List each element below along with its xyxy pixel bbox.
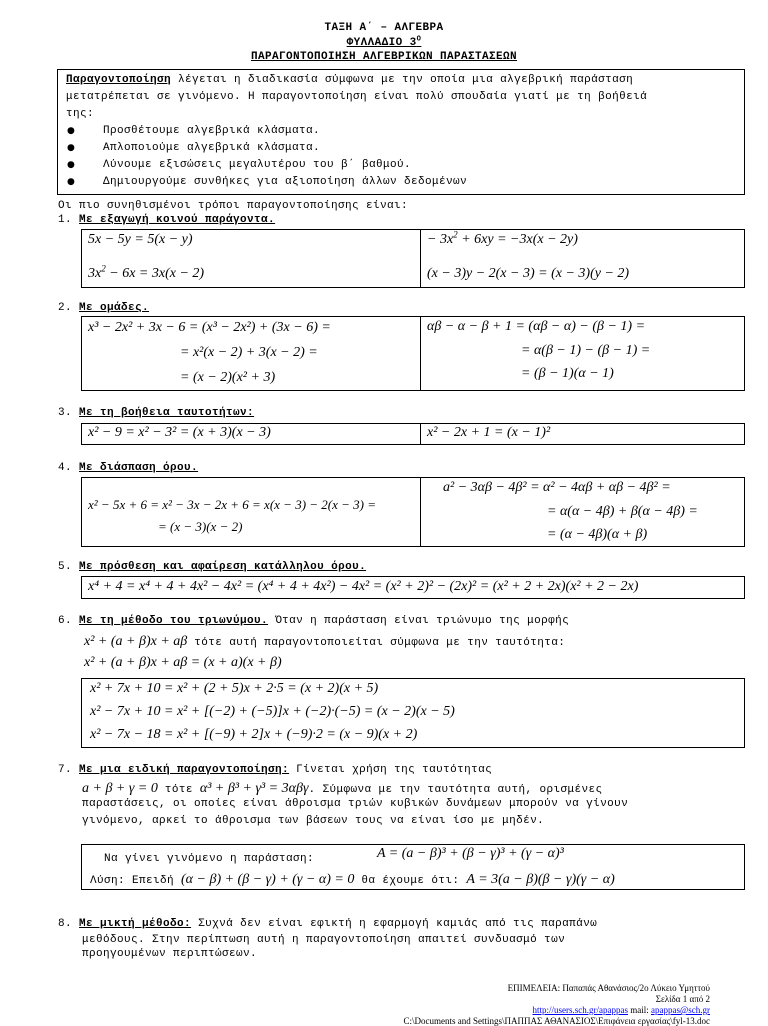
s2-expr-1: x³ − 2x² + 3x − 6 = (x³ − 2x²) + (3x − 6) =	[88, 320, 331, 335]
s3-expr-2: x² − 2x + 1 = (x − 1)²	[427, 425, 551, 440]
footer-file-path: C:\Documents and Settings\ΠΑΠΠΑΣ ΑΘΑΝΑΣΙΟΣ\Επιφάνεια εργασίας\fyl-13.doc	[403, 1016, 710, 1026]
section-2-title: Με ομάδες.	[79, 302, 150, 314]
section-6-number: 6.	[58, 615, 73, 627]
s4-expr-1: x² − 5x + 6 = x² − 3x − 2x + 6 = x(x − 3) − 2(x − 3) =	[88, 497, 377, 512]
doc-main-title: ΠΑΡΑΓΟΝΤΟΠΟΙΗΣΗ ΑΛΓΕΒΡΙΚΩΝ ΠΑΡΑΣΤΑΣΕΩΝ	[250, 51, 518, 63]
definition-bullet-3: Λύνουμε εξισώσεις μεγαλυτέρου του β΄ βαθμού.	[103, 159, 412, 171]
s7-question-text: Να γίνει γινόμενο η παράσταση:	[104, 853, 315, 865]
definition-bullet-1: Προσθέτουμε αλγεβρικά κλάσματα.	[103, 125, 321, 137]
section-2-box	[81, 316, 745, 391]
s1-expr-2: $3x^2 - 6x = 3x(x - 2)$	[88, 263, 205, 281]
section-5-heading	[58, 561, 366, 573]
section-4-box	[81, 477, 745, 547]
section-1-heading	[58, 214, 275, 226]
section-8-title: Με μικτή μέθοδο:	[79, 918, 192, 930]
sheet-number-text: ΦΥΛΛΑΔΙΟ 3	[346, 37, 417, 49]
sheet-number-sup: Ο	[416, 35, 422, 44]
section-3-number: 3.	[58, 407, 73, 419]
s7-cond-expr: a + β + γ = 0	[82, 781, 158, 796]
bullet-icon: ●	[67, 143, 76, 153]
bullet-icon: ●	[67, 160, 76, 170]
s2-expr-3: = (x − 2)(x² + 3)	[180, 370, 276, 385]
s2-expr-4: αβ − α − β + 1 = (αβ − α) − (β − 1) =	[427, 319, 646, 334]
section-4-number: 4.	[58, 462, 73, 474]
footer-links	[532, 1005, 710, 1015]
section-2-left-cell	[82, 317, 420, 390]
footer-mail-link[interactable]: apappas@sch.gr	[650, 1005, 710, 1015]
section-8-line-2: μεθόδους. Στην περίπτωση αυτή η παραγοντοποίηση απαιτεί συνδυασμό των	[82, 934, 566, 946]
s1-expr-2b: − 6x = 3x(x − 2)	[105, 266, 205, 281]
footer-author: ΕΠΙΜΕΛΕΙΑ: Παπαπάς Αθανάσιος/2ο Λύκειο Υμηττού	[507, 983, 710, 993]
section-7-line-2	[82, 779, 603, 797]
s5-expr-1: x⁴ + 4 = x⁴ + 4 + 4x² − 4x² = (x⁴ + 4 + 4x²) − 4x² = (x² + 2)² − (2x)² = (x² + 2 + 2x)(x² + 2 − 2x)	[88, 579, 639, 594]
bullet-icon: ●	[67, 126, 76, 136]
footer-mail-label: mail:	[627, 1005, 651, 1015]
definition-box	[57, 69, 745, 195]
s7-tote-text: τότε	[157, 784, 200, 796]
s2-expr-5: = α(β − 1) − (β − 1) =	[521, 343, 651, 358]
footer-url-link[interactable]: http://users.sch.gr/apappas	[532, 1005, 628, 1015]
s7-solution-label: Λύση: Επειδή	[90, 875, 182, 887]
s3-expr-1: x² − 9 = x² − 3² = (x + 3)(x − 3)	[88, 425, 271, 440]
section-1-left-cell	[82, 230, 420, 287]
s7-ident-expr: α³ + β³ + γ³ = 3αβγ	[199, 781, 309, 796]
doc-sheet-title	[0, 37, 768, 49]
section-8-heading	[58, 918, 597, 930]
section-4-title: Με διάσπαση όρου.	[79, 462, 199, 474]
bullet-icon: ●	[67, 177, 76, 187]
section-8-line-3: προηγουμένων περιπτώσεων.	[82, 948, 258, 960]
s4-expr-3: a² − 3αβ − 4β² = α² − 4αβ + αβ − 4β² =	[443, 480, 671, 495]
section-4-heading	[58, 462, 198, 474]
intro-text: Οι πιο συνηθισμένοι τρόποι παραγοντοποίησης είναι:	[58, 200, 409, 212]
section-5-box	[81, 576, 745, 599]
s2-expr-6: = (β − 1)(α − 1)	[521, 366, 614, 381]
s1-expr-3a: − 3x	[427, 232, 454, 247]
s4-expr-2: = (x − 3)(x − 2)	[158, 519, 243, 534]
section-5-title: Με πρόσθεση και αφαίρεση κατάλληλου όρου.	[79, 561, 367, 573]
section-7-line-4: γινόμενο, αρκεί το άθροισμα των βάσεων τους να είναι ίσο με μηδέν.	[82, 815, 545, 827]
section-2-heading	[58, 302, 149, 314]
section-3-heading	[58, 407, 254, 419]
section-7-text-1: Γίνεται χρήση της ταυτότητας	[289, 764, 493, 776]
s6-example-2: x² − 7x + 10 = x² + [(−2) + (−5)]x + (−2)·(−5) = (x − 2)(x − 5)	[90, 704, 455, 719]
s1-expr-4: (x − 3)y − 2(x − 3) = (x − 3)(y − 2)	[427, 266, 630, 281]
section-4-right-cell	[420, 478, 744, 546]
s6-example-3: x² − 7x − 18 = x² + [(−9) + 2]x + (−9)·2 = (x − 9)(x + 2)	[90, 727, 418, 742]
s4-expr-4: = α(α − 4β) + β(α − 4β) =	[547, 504, 698, 519]
s7-question-expr: A = (a − β)³ + (β − γ)³ + (γ − α)³	[377, 846, 564, 861]
definition-term: Παραγοντοποίηση	[66, 74, 172, 86]
s7-solution-result: A = 3(a − β)(β − γ)(γ − α)	[466, 872, 615, 887]
s6-form-expr: x² + (a + β)x + aβ	[84, 634, 188, 649]
s2-expr-2: = x²(x − 2) + 3(x − 2) =	[180, 345, 318, 360]
section-6-text-1: Όταν η παράσταση είναι τριώνυμο της μορφής	[268, 615, 570, 627]
s4-expr-5: = (α − 4β)(α + β)	[547, 527, 648, 542]
s1-expr-3b: + 6xy = −3x(x − 2y)	[457, 232, 578, 247]
section-3-left-cell	[82, 424, 420, 444]
section-7-title: Με μια ειδική παραγοντοποίηση:	[79, 764, 290, 776]
definition-line-1	[66, 74, 633, 86]
section-6-heading	[58, 615, 569, 627]
section-7-number: 7.	[58, 764, 73, 776]
section-6-text-2: τότε αυτή παραγοντοποιείται σύμφωνα με την ταυτότητα:	[187, 637, 566, 649]
section-4-left-cell	[82, 478, 420, 546]
s6-example-1: x² + 7x + 10 = x² + (2 + 5)x + 2·5 = (x + 2)(x + 5)	[90, 681, 379, 696]
section-3-box	[81, 423, 745, 445]
section-1-right-cell	[420, 230, 744, 287]
doc-class-title: ΤΑΞΗ Α΄ – ΑΛΓΕΒΡΑ	[324, 22, 444, 34]
section-6-title: Με τη μέθοδο του τριωνύμου.	[79, 615, 269, 627]
definition-line-3: της:	[66, 108, 95, 120]
section-1-box	[81, 229, 745, 288]
definition-line-2: μετατρέπεται σε γινόμενο. Η παραγοντοποίηση είναι πολύ σπουδαία γιατί με τη βοήθειά	[66, 91, 648, 103]
section-8-text-1: Συχνά δεν είναι εφικτή η εφαρμογή καμιάς από τις παραπάνω	[191, 918, 598, 930]
section-2-right-cell	[420, 317, 744, 390]
s1-expr-3: − $3x^2 + 6xy = -3x(x - 2y)$	[427, 229, 578, 247]
definition-text-1: λέγεται η διαδικασία σύμφωνα με την οποία μια αλγεβρική παράσταση	[171, 74, 634, 86]
section-7-box	[81, 844, 745, 890]
section-7-line-3: παραστάσεις, οι οποίες είναι άθροισμα τριών κυβικών δυνάμεων μπορούν να γίνουν	[82, 798, 629, 810]
section-3-right-cell	[420, 424, 744, 444]
s6-identity-expr: x² + (a + β)x + aβ = (x + a)(x + β)	[84, 655, 282, 670]
section-6-box	[81, 678, 745, 748]
s7-solution-text: θα έχουμε ότι:	[354, 875, 467, 887]
footer-page-number: Σελίδα 1 από 2	[655, 994, 710, 1004]
section-1-number: 1.	[58, 214, 73, 226]
section-2-number: 2.	[58, 302, 73, 314]
s1-expr-2a: 3x	[88, 266, 102, 281]
section-7-text-2: . Σύμφωνα με την ταυτότητα αυτή, ορισμένες	[308, 784, 603, 796]
s7-solution-expr: (α − β) + (β − γ) + (γ − α) = 0	[181, 872, 355, 887]
s7-solution	[90, 870, 615, 888]
definition-bullet-2: Απλοποιούμε αλγεβρικά κλάσματα.	[103, 142, 321, 154]
section-5-number: 5.	[58, 561, 73, 573]
s1-expr-1: 5x − 5y = 5(x − y)	[88, 232, 193, 247]
section-7-heading	[58, 764, 492, 776]
section-1-title: Με εξαγωγή κοινού παράγοντα.	[79, 214, 276, 226]
section-3-title: Με τη βοήθεια ταυτοτήτων:	[79, 407, 255, 419]
definition-bullet-4: Δημιουργούμε συνθήκες για αξιοποίηση άλλων δεδομένων	[103, 176, 468, 188]
section-6-line-2	[84, 632, 565, 650]
s7-question	[104, 846, 564, 866]
section-8-number: 8.	[58, 918, 73, 930]
